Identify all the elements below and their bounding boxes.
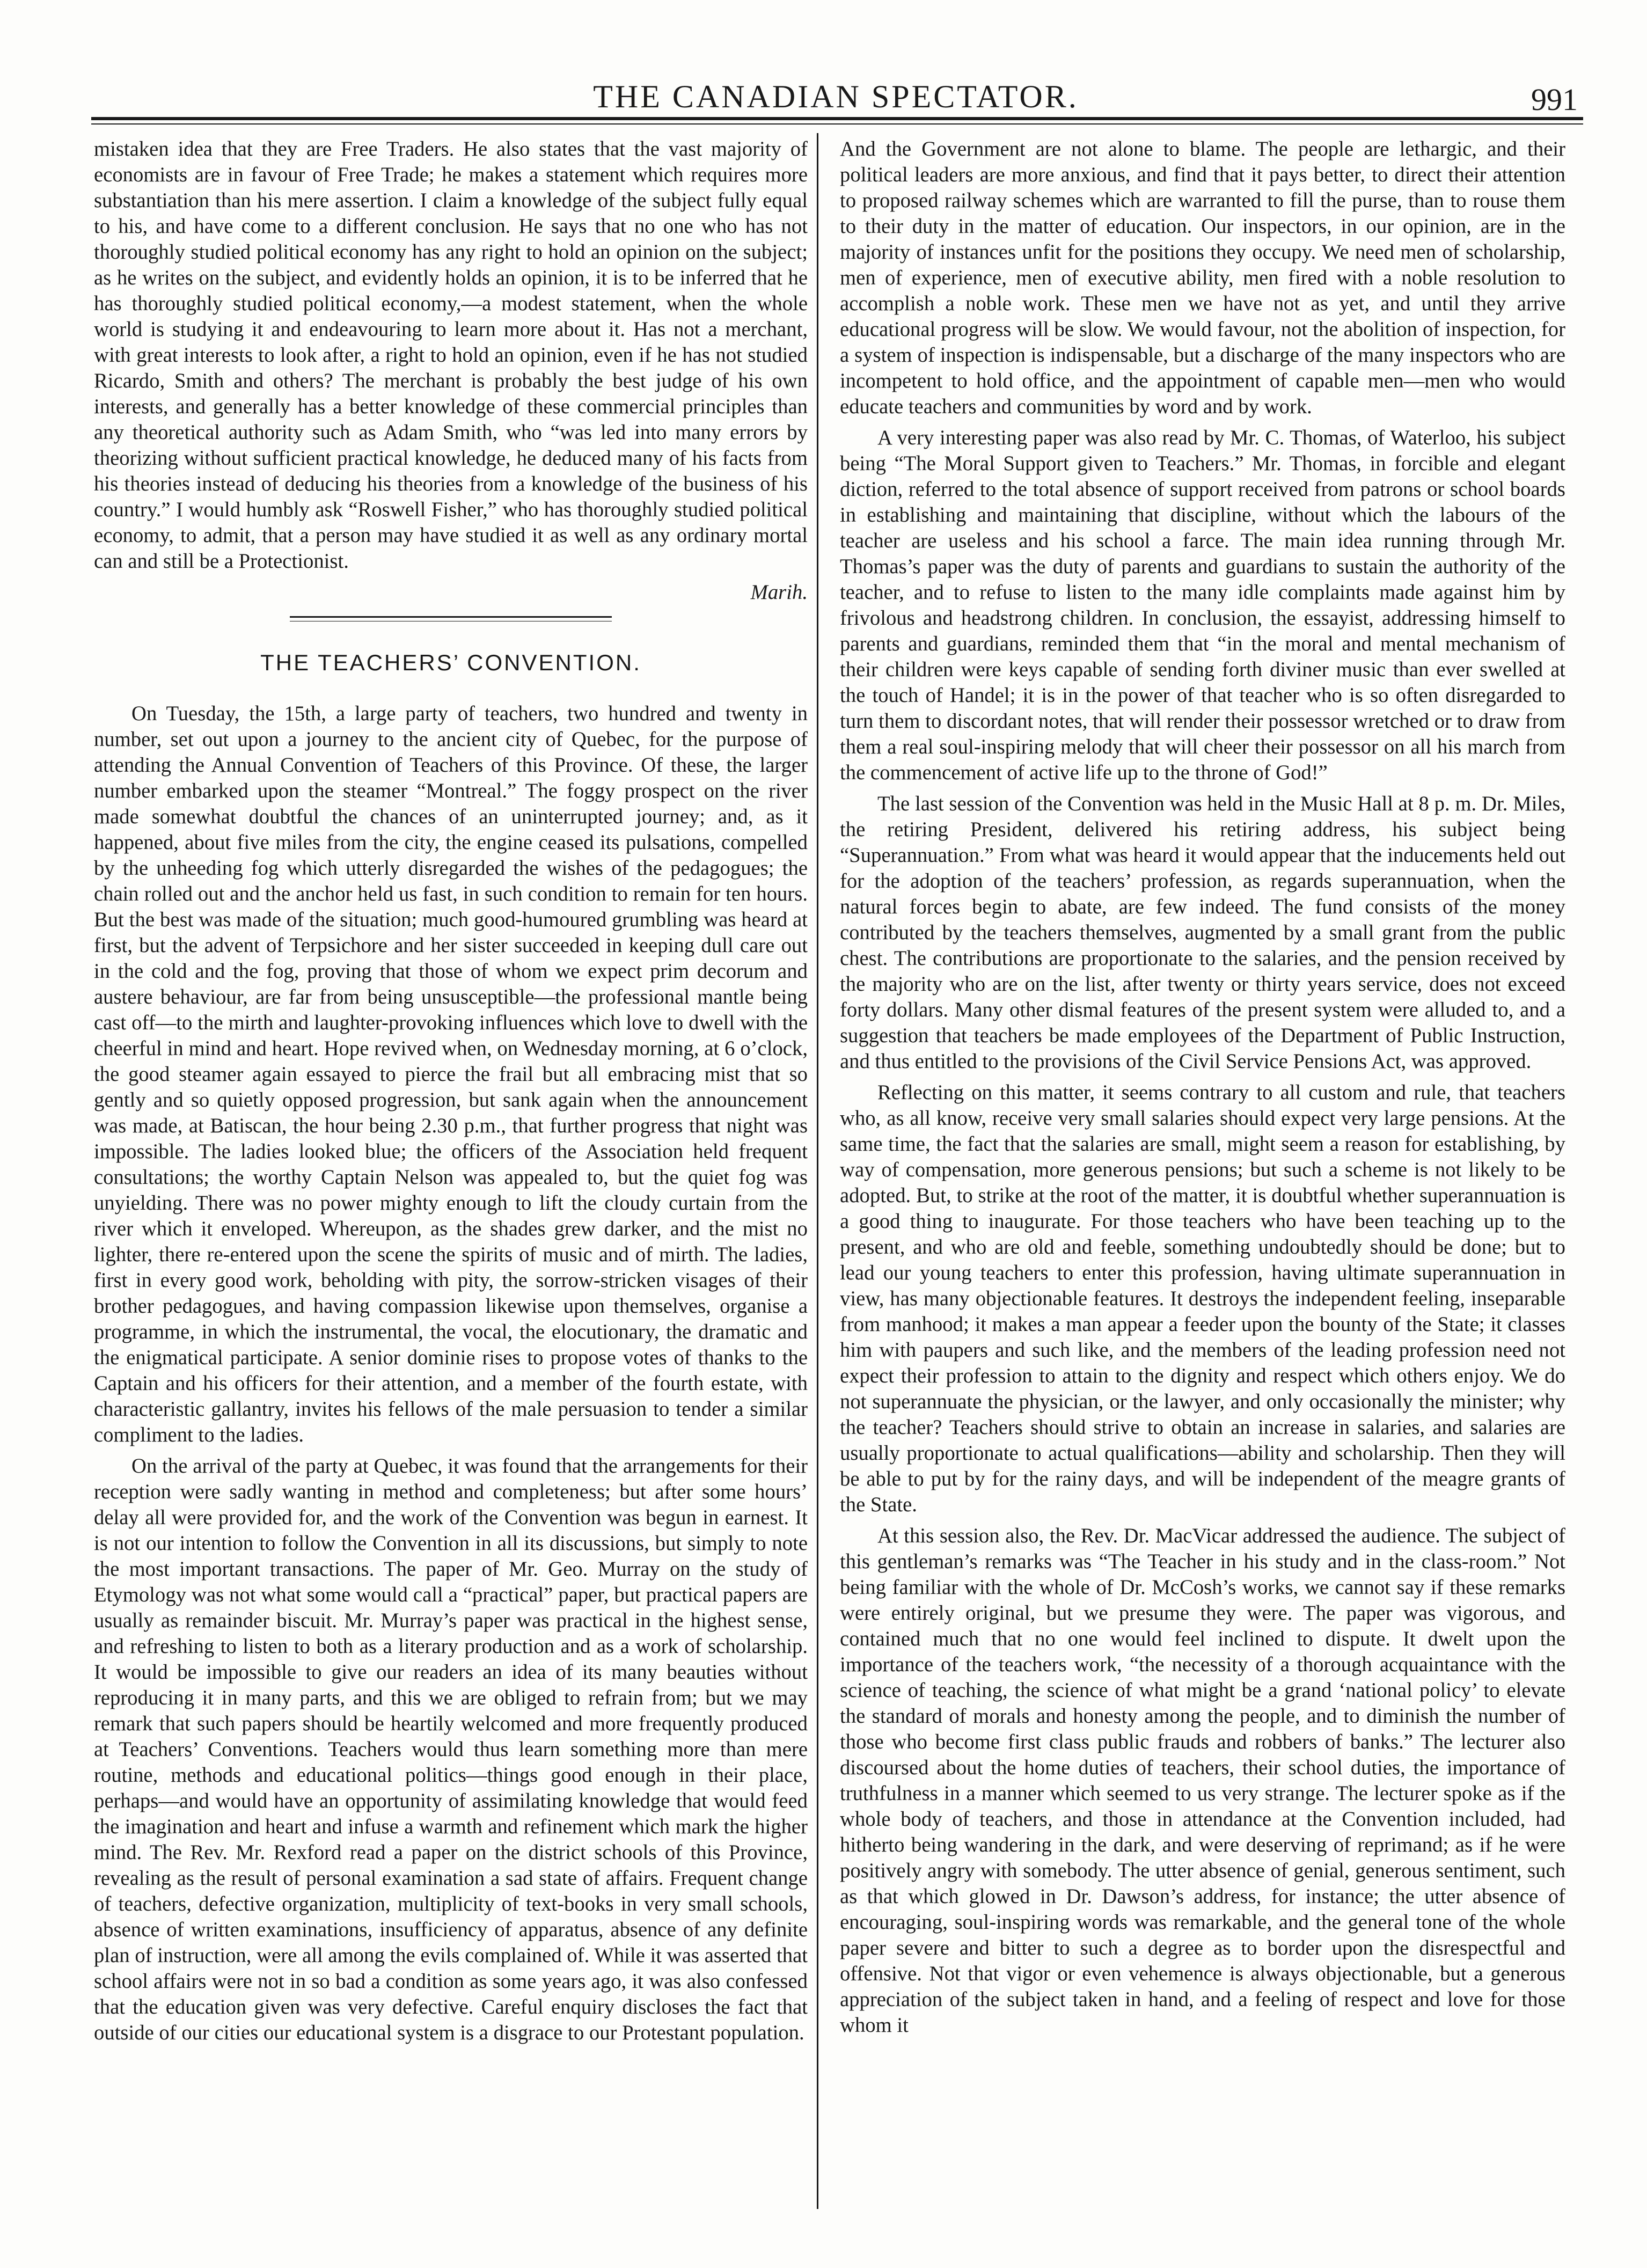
article-paragraph: A very interesting paper was also read by Mr. C. Thomas, of Waterloo, his subject being “The Moral Support given to Teachers.” Mr. Thomas, in forcible and elegant diction, referred to the total absence of support received from patrons or school boards in establishing and maintaining that discipline, without which the labours of the teacher are useless and his school a farce. The main idea running through Mr. Thomas’s paper was the duty of parents and guardians to sustain the authority of the teacher, and to refuse to listen to the many idle complaints made against him by frivolous and headstrong children. In conclusion, the essayist, addressing himself to parents and guardians, reminded them that “in the moral and mental mechanism of their children were keys capable of sending forth diviner music than ever swelled at the touch of Handel; it is in the power of that teacher who is so often disregarded to turn them to discordant notes, that will render their possessor wretched or to draw from them a real soul-inspiring melody that will cheer their possessor on all his march from the commencement of active life up to the throne of God!”	[840, 427, 1565, 784]
article-paragraph: Reflecting on this matter, it seems contrary to all custom and rule, that teachers who, as all know, receive very small salaries should expect very large pensions. At the same time, the fact that the salaries are small, might seem a reason for establishing, by way of compensation, more generous pensions; but such a scheme is not likely to be adopted. But, to strike at the root of the matter, it is doubtful whether superannuation is a good thing to inaugurate. For those teachers who have been teaching up to the present, and who are old and feeble, something undoubtedly should be done; but to lead our young teachers to enter this profession, having ultimate superannuation in view, has many objectionable features. It destroys the independent feeling, inseparable from manhood; it makes a man appear a feeder upon the bounty of the State; it classes him with paupers and such like, and the members of the leading profession need not expect their profession to attain to the dignity and respect which others enjoy. We do not superannuate the physician, or the lawyer, and only occasionally the minister; why the teacher? Teachers should strive to obtain an increase in salaries, and salaries are usually proportionate to actual qualifications—ability and scholarship. Then they will be able to put by for the rainy days, and will be independent of the meagre grants of the State.	[840, 1081, 1565, 1516]
letter-conclusion-paragraph: mistaken idea that they are Free Traders. He also states that the vast majority of economists are in favour of Free Trade; he makes a statement which requires more substantiation than his mere assertion. I claim a knowledge of the subject fully equal to his, and have come to a different conclusion. He says that no one who has not thoroughly studied political economy has any right to hold an opinion on the subject; as he writes on the subject, and evidently holds an opinion, it is to be inferred that he has thoroughly studied political economy,—a modest statement, when the whole world is studying it and endeavouring to learn more about it. Has not a merchant, with great interests to look after, a right to hold an opinion, even if he has not studied Ricardo, Smith and others? The merchant is probably the best judge of his own interests, and generally has a better knowledge of these commercial principles than any theoretical authority such as Adam Smith, who “was led into many errors by theorizing without sufficient practical knowledge, he deduced many of his facts from his theories instead of deducing his theories from a knowledge of the business of his country.” I would humbly ask “Roswell Fisher,” who has thoroughly studied political economy, to admit, that a person may have studied it as well as any ordinary mortal can and still be a Protectionist.	[94, 138, 808, 573]
right-column	[840, 136, 1565, 2038]
article-paragraph: On Tuesday, the 15th, a large party of teachers, two hundred and twenty in number, set out upon a journey to the ancient city of Quebec, for the purpose of attending the Annual Convention of Teachers of this Province. Of these, the larger number embarked upon the steamer “Montreal.” The foggy prospect on the river made somewhat doubtful the chances of an uninterrupted journey; and, as it happened, about five miles from the city, the engine ceased its pulsations, compelled by the unheeding fog which utterly disregarded the wishes of the pedagogues; the chain rolled out and the anchor held us fast, in such condition to remain for ten hours. But the best was made of the situation; much good-humoured grumbling was heard at first, but the advent of Terpsichore and her sister succeeded in keeping dull care out in the cold and the fog, proving that those of whom we expect prim decorum and austere behaviour, are far from being unsusceptible—the professional mantle being cast off—to the mirth and laughter-provoking influences which love to dwell with the cheerful in mind and heart. Hope revived when, on Wednesday morning, at 6 o’clock, the good steamer again essayed to pierce the frail but all embracing mist that so gently and so quietly opposed progression, but sank again when the announcement was made, at Batiscan, the hour being 2.30 p.m., that further progress that night was impossible. The ladies looked blue; the officers of the Association held frequent consultations; the worthy Captain Nelson was appealed to, but the quiet fog was unyielding. There was no power mighty enough to lift the cloudy curtain from the river which it enveloped. Whereupon, as the shades grew darker, and the mist no lighter, there re-entered upon the scene the spirits of music and of mirth. The ladies, first in every good work, beholding with pity, the sorrow-stricken visages of their brother pedagogues, and having compassion likewise upon themselves, organise a programme, in which the instrumental, the vocal, the elocutionary, the dramatic and the enigmatical participate. A senior dominie rises to propose votes of thanks to the Captain and his officers for their attention, and a member of the fourth estate, with characteristic gallantry, invites his fellows of the male persuasion to tender a similar compliment to the ladies.	[94, 703, 808, 1446]
section-divider	[290, 616, 612, 621]
header-rule-thick	[91, 117, 1583, 120]
letter-signature: Marih.	[750, 581, 808, 604]
article-paragraph: The last session of the Convention was held in the Music Hall at 8 p. m. Dr. Miles, the retiring President, delivered his retiring address, his subject being “Superannuation.” From what was heard it would appear that the inducements held out for the adoption of the teachers’ profession, as regards superannuation, when the natural forces begin to abate, are few indeed. The fund consists of the money contributed by the teachers themselves, augmented by a small grant from the public chest. The contributions are proportionate to the salaries, and the pension received by the majority who are on the list, after twenty or thirty years service, does not exceed forty dollars. Many other dismal features of the present system were alluded to, and a suggestion that teachers be made employees of the Department of Public Instruction, and thus entitled to the provisions of the Civil Service Pensions Act, was approved.	[840, 793, 1565, 1073]
article-paragraph: At this session also, the Rev. Dr. MacVicar addressed the audience. The subject of this gentleman’s remarks was “The Teacher in his study and in the class-room.” Not being familiar with the whole of Dr. McCosh’s works, we cannot say if these remarks were entirely original, but we presume they were. The paper was vigorous, and contained much that no one would feel inclined to dispute. It dwelt upon the importance of the teachers work, “the necessity of a thorough acquaintance with the science of teaching, the science of what might be a grand ‘national policy’ to elevate the standard of morals and honesty among the people, and to diminish the number of those who become first class public frauds and robbers of banks.” The lecturer also discoursed about the home duties of teachers, their school duties, the importance of truthfulness in a manner which seemed to us very strange. The lecturer spoke as if the whole body of teachers, and those in attendance at the Convention included, had hitherto being wandering in the dark, and were deserving of reprimand; as if he were positively angry with somebody. The utter absence of genial, generous sentiment, such as that which glowed in Dr. Dawson’s address, for instance; the utter absence of encouraging, soul-inspiring words was remarkable, and the general tone of the whole paper severe and bitter to such a degree as to border upon the disrespectful and offensive. Not that vigor or even vehemence is always objectionable, but a generous appreciation of the subject taken in hand, and a feeling of respect and love for those whom it	[840, 1525, 1565, 2037]
page-number: 991	[1531, 82, 1578, 117]
left-column	[94, 136, 808, 2046]
publication-title: THE CANADIAN SPECTATOR.	[593, 79, 1079, 114]
article-heading: THE TEACHERS’ CONVENTION.	[260, 650, 641, 675]
masthead	[94, 78, 1578, 115]
header-rule-thin	[91, 123, 1583, 125]
article-paragraph: And the Government are not alone to blame. The people are lethargic, and their political leaders are more anxious, and find that it pays better, to direct their attention to proposed railway schemes which are warranted to fill the purse, than to rouse them to their duty in the matter of education. Our inspectors, in our opinion, are in the majority of instances unfit for the positions they occupy. We need men of scholarship, men of experience, men of executive ability, men fired with a noble resolution to accomplish a noble work. These men we have not as yet, and until they arrive educational progress will be slow. We would favour, not the abolition of inspection, for a system of inspection is indispensable, but a discharge of the many inspectors who are incompetent to hold office, and the appointment of capable men—men who would educate teachers and communities by word and by work.	[840, 138, 1565, 418]
article-paragraph: On the arrival of the party at Quebec, it was found that the arrangements for their reception were sadly wanting in method and completeness; but after some hours’ delay all were provided for, and the work of the Convention was begun in earnest. It is not our intention to follow the Convention in all its discussions, but simply to note the most important transactions. The paper of Mr. Geo. Murray on the study of Etymology was not what some would call a “practical” paper, but practical papers are usually as remainder biscuit. Mr. Murray’s paper was practical in the highest sense, and refreshing to listen to both as a literary production and as a work of scholarship. It would be impossible to give our readers an idea of its many beauties without reproducing it in many parts, and this we are obliged to refrain from; but we may remark that such papers should be heartily welcomed and more frequently produced at Teachers’ Conventions. Teachers would thus learn something more than mere routine, methods and educational politics—things good enough in their place, perhaps—and would have an opportunity of assimilating knowledge that would feed the imagination and heart and infuse a warmth and refinement which mark the higher mind. The Rev. Mr. Rexford read a paper on the district schools of this Province, revealing as the result of personal examination a sad state of affairs. Frequent change of teachers, defective organization, multiplicity of text-books in very small schools, absence of written examinations, insufficiency of apparatus, absence of any definite plan of instruction, were all among the evils complained of. While it was asserted that school affairs were not in so bad a condition as some years ago, it was also confessed that the education given was very defective. Careful enquiry discloses the fact that outside of our cities our educational system is a disgrace to our Protestant population.	[94, 1455, 808, 2044]
column-divider	[817, 133, 818, 2209]
